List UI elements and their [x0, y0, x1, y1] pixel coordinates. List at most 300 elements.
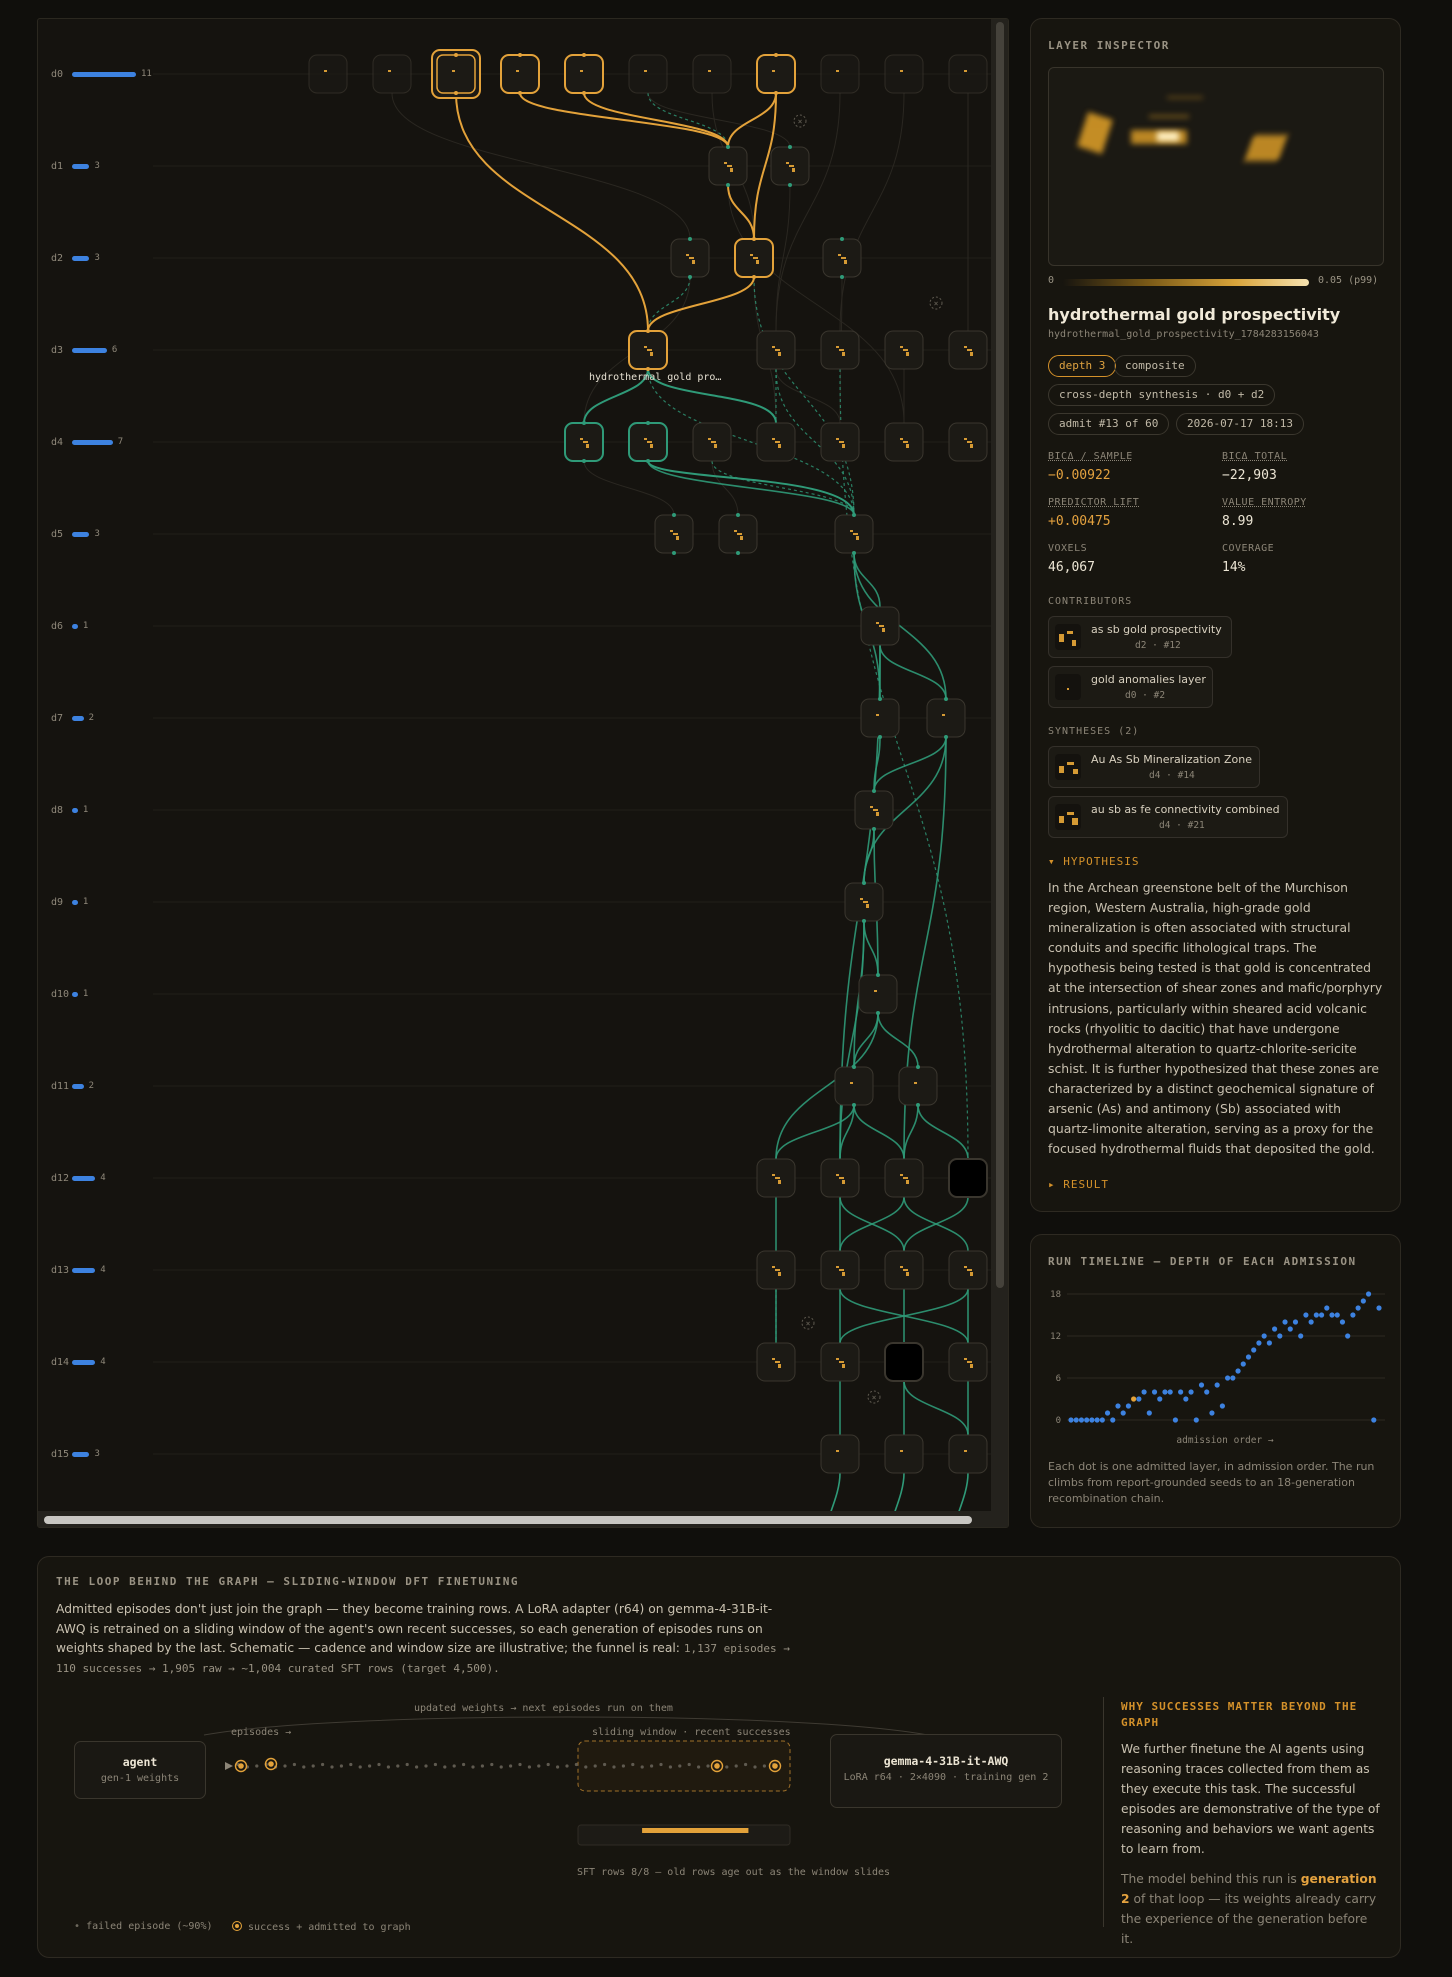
failed-episode-dot — [603, 1763, 606, 1766]
node-thumbnail-mark — [772, 1358, 775, 1360]
coverage-value: 14% — [1222, 560, 1246, 575]
graph-node-ancestor[interactable] — [432, 50, 480, 98]
node-thumbnail-mark — [670, 530, 673, 532]
contributor-title: gold anomalies layer — [1091, 673, 1206, 686]
timeline-point — [1110, 1417, 1115, 1422]
graph-node[interactable] — [861, 607, 899, 645]
timeline-point — [1168, 1389, 1173, 1394]
graph-node[interactable] — [885, 423, 923, 461]
node-port — [878, 697, 882, 701]
graph-node[interactable] — [885, 1343, 923, 1381]
node-thumbnail-mark — [970, 1272, 973, 1276]
voxels-label: VOXELS — [1048, 543, 1088, 554]
hypothesis-toggle[interactable]: ▾ HYPOTHESIS — [1048, 855, 1140, 868]
graph-node[interactable] — [757, 423, 795, 461]
bic-total-label: BICΔ TOTAL — [1222, 451, 1288, 462]
run-timeline-panel — [1030, 1234, 1401, 1528]
node-port — [944, 735, 948, 739]
failed-episode-dot — [500, 1765, 503, 1768]
graph-node[interactable] — [885, 55, 923, 93]
node-thumbnail-mark — [580, 70, 583, 72]
inspector-heading: LAYER INSPECTOR — [1048, 39, 1170, 52]
timeline-point — [1068, 1417, 1073, 1422]
timeline-point — [1345, 1333, 1350, 1338]
timeline-point — [1277, 1333, 1282, 1338]
depth-label: d7 — [51, 712, 64, 724]
graph-node[interactable] — [309, 55, 347, 93]
timeline-point — [1115, 1403, 1120, 1408]
node-thumbnail-mark — [734, 530, 737, 532]
node-port — [454, 53, 458, 57]
node-thumbnail-mark — [866, 904, 869, 908]
graph-node-synthesis[interactable] — [565, 421, 603, 463]
layer-graph-panel[interactable] — [37, 18, 1009, 1528]
node-thumbnail-mark — [714, 444, 717, 448]
success-dot-icon — [232, 1921, 242, 1931]
rejected-marker-icon — [930, 297, 942, 309]
scale-max-label: 0.05 (p99) — [1318, 275, 1379, 286]
timeline-point — [1089, 1417, 1094, 1422]
depth-count: 1 — [82, 621, 89, 631]
node-port — [646, 367, 650, 371]
node-frame — [927, 699, 965, 737]
graph-node[interactable] — [835, 513, 873, 555]
depth-row — [38, 1444, 100, 1464]
graph-node-ancestor[interactable] — [757, 53, 795, 95]
graph-edge-synthesis — [854, 1013, 878, 1067]
depth-count-bar — [72, 1452, 89, 1457]
depth-count: 3 — [94, 529, 100, 539]
agent-sub: gen-1 weights — [100, 1773, 180, 1784]
node-thumbnail-mark — [967, 441, 972, 443]
timeline-point — [1126, 1403, 1131, 1408]
node-frame — [501, 55, 539, 93]
depth-label: d9 — [51, 896, 64, 908]
synthesis-sub: d4 · #21 — [1159, 820, 1205, 831]
node-thumbnail-mark — [900, 346, 903, 348]
graph-edge-synthesis — [904, 1381, 968, 1435]
node-thumbnail-mark — [856, 536, 859, 540]
failed-episode-dot — [471, 1765, 474, 1768]
failed-episode-dot — [584, 1765, 587, 1768]
depth-count: 4 — [100, 1173, 106, 1183]
graph-node[interactable] — [845, 881, 883, 923]
loop-description-text: Admitted episodes don't just join the graph — they become training rows. A LoRA adapter (r64) on gemma-4-31B-it-AWQ is retrained on a sliding window of the agent's own recent successes, so each generation of episodes runs on weights shaped by the last. Schematic — cadence and window size are illustrative; the funnel is real: — [56, 1602, 773, 1656]
scale-min-label: 0 — [1048, 275, 1055, 286]
node-thumbnail-mark — [650, 352, 653, 356]
node-port — [852, 513, 856, 517]
depth-row — [38, 892, 88, 912]
node-thumbnail-mark — [841, 257, 846, 259]
layer-inspector-panel — [1030, 18, 1401, 1212]
node-thumbnail-mark — [324, 70, 327, 72]
node-port — [518, 91, 522, 95]
node-thumbnail-mark — [842, 1180, 845, 1184]
rejected-marker-icon — [802, 1317, 814, 1329]
success-episode-dot — [268, 1761, 274, 1767]
node-frame — [373, 55, 411, 93]
node-thumbnail-mark — [964, 438, 967, 440]
graph-node[interactable] — [949, 331, 987, 369]
synthesis-chip[interactable] — [1048, 746, 1260, 788]
node-frame — [821, 55, 859, 93]
graph-edge-synthesis — [776, 1105, 854, 1159]
node-thumbnail-mark — [772, 70, 775, 72]
graph-node[interactable] — [885, 1159, 923, 1197]
failed-dot-icon: • — [74, 1921, 81, 1932]
model-box — [830, 1734, 1062, 1808]
contributor-chip[interactable] — [1048, 666, 1213, 708]
node-thumbnail-mark — [876, 812, 879, 816]
node-thumbnail-mark — [775, 1269, 780, 1271]
failed-episode-dot — [518, 1763, 521, 1766]
graph-node[interactable] — [821, 1435, 859, 1473]
depth-count-bar — [72, 532, 89, 537]
layer-thumbnail — [1055, 674, 1081, 700]
node-port — [646, 459, 650, 463]
layer-graph-canvas[interactable] — [38, 19, 1009, 1528]
contributor-chip[interactable] — [1048, 616, 1232, 658]
timeline-point — [1314, 1312, 1319, 1317]
depth-label: d5 — [51, 528, 64, 540]
graph-node[interactable] — [821, 1251, 859, 1289]
graph-node[interactable] — [757, 1159, 795, 1197]
synthesis-sub: d4 · #14 — [1149, 770, 1195, 781]
graph-edge-faint — [776, 93, 840, 331]
node-thumbnail-mark — [775, 349, 780, 351]
bic-sample-label: BICΔ / SAMPLE — [1048, 451, 1133, 462]
node-thumbnail-mark — [850, 530, 853, 532]
graph-node[interactable] — [757, 331, 795, 369]
node-thumbnail-mark — [942, 714, 945, 716]
timeline-tick-label: 18 — [1050, 1290, 1061, 1300]
node-port — [944, 697, 948, 701]
node-thumbnail-mark — [970, 444, 973, 448]
failed-episode-dot — [312, 1764, 315, 1767]
failed-episode-dot — [547, 1763, 550, 1766]
node-thumbnail-mark — [836, 1174, 839, 1176]
graph-node[interactable] — [899, 1065, 937, 1107]
node-port — [582, 459, 586, 463]
node-thumbnail-mark — [874, 990, 877, 992]
graph-node-ancestor[interactable] — [501, 53, 539, 95]
graph-edge-dashed — [712, 461, 854, 515]
graph-node[interactable] — [949, 1435, 987, 1473]
agent-title: agent — [122, 1755, 158, 1769]
failed-episode-dot — [594, 1764, 597, 1767]
graph-edge-synthesis — [880, 645, 946, 699]
graph-node[interactable] — [821, 55, 859, 93]
graph-node[interactable] — [629, 55, 667, 93]
failed-episode-dot — [688, 1763, 691, 1766]
node-port — [852, 551, 856, 555]
node-thumbnail-mark — [583, 441, 588, 443]
depth-label: d0 — [51, 68, 64, 80]
timeline-point — [1100, 1417, 1105, 1422]
node-port — [688, 275, 692, 279]
timeline-tick-label: 12 — [1050, 1332, 1061, 1342]
node-port — [788, 145, 792, 149]
rejected-cross: × — [805, 1319, 811, 1328]
failed-episode-dot — [349, 1763, 352, 1766]
node-thumbnail-mark — [750, 254, 753, 256]
why-foot-text: The model behind this run is — [1121, 1872, 1301, 1886]
depth-count-bar — [72, 348, 107, 353]
graph-node[interactable] — [693, 423, 731, 461]
timeline-point — [1329, 1312, 1334, 1317]
failed-episode-dot — [340, 1764, 343, 1767]
failed-episode-dot — [481, 1764, 484, 1767]
graph-node[interactable] — [821, 331, 859, 369]
rejected-cross: × — [871, 1393, 877, 1402]
failed-episode-dot — [434, 1763, 437, 1766]
rejected-cross: × — [797, 117, 803, 126]
node-thumbnail-mark — [964, 346, 967, 348]
node-frame — [309, 55, 347, 93]
node-thumbnail-mark — [839, 1361, 844, 1363]
why-body: We further finetune the AI agents using reasoning traces collected from them as they execute this task. The successful episodes are demonstrative of the type of reasoning and behaviors we want agents to learn from. — [1121, 1742, 1380, 1856]
depth-pill: depth 3 — [1048, 355, 1116, 377]
node-frame — [885, 55, 923, 93]
depth-count-bar — [72, 1176, 95, 1181]
funnel-text: 1,137 episodes → 110 successes → 1,905 raw → ~1,004 curated SFT rows (target 4,500). — [56, 1642, 790, 1675]
generation-highlight: generation 2 — [1121, 1872, 1377, 1906]
graph-node[interactable] — [859, 973, 897, 1015]
bic-total-value: −22,903 — [1222, 468, 1277, 483]
failed-episode-dot — [424, 1764, 427, 1767]
synthesis-title: Au As Sb Mineralization Zone — [1091, 753, 1252, 766]
loop-heading: THE LOOP BEHIND THE GRAPH — SLIDING-WINDOW DFT FINETUNING — [56, 1575, 519, 1588]
failed-episode-dot — [678, 1764, 681, 1767]
node-port — [688, 237, 692, 241]
failed-episode-dot — [669, 1765, 672, 1768]
timeline-point — [1173, 1417, 1178, 1422]
graph-node[interactable] — [771, 145, 809, 187]
node-port — [454, 91, 458, 95]
graph-node[interactable] — [709, 145, 747, 187]
depth-label: d6 — [51, 620, 64, 632]
why-successes-panel — [1103, 1697, 1383, 1946]
failed-episode-dot — [330, 1765, 333, 1768]
graph-node-ancestor[interactable] — [735, 237, 773, 279]
node-thumbnail-mark — [772, 346, 775, 348]
node-thumbnail-mark — [775, 1177, 780, 1179]
depth-count-bar — [72, 1084, 84, 1089]
predictor-lift-label: PREDICTOR LIFT — [1048, 497, 1140, 508]
node-thumbnail-mark — [839, 441, 844, 443]
node-thumbnail-mark — [786, 162, 789, 164]
synthesis-chip[interactable] — [1048, 796, 1288, 838]
node-thumbnail-mark — [863, 901, 868, 903]
graph-node[interactable] — [885, 1435, 923, 1473]
node-frame — [835, 1067, 873, 1105]
depth-count: 1 — [82, 805, 89, 815]
graph-node[interactable] — [949, 423, 987, 461]
graph-node[interactable] — [861, 697, 899, 739]
node-port — [876, 1011, 880, 1015]
graph-node-ancestor[interactable] — [629, 329, 667, 371]
timeline-point — [1282, 1319, 1287, 1324]
node-thumbnail-mark — [778, 444, 781, 448]
graph-edge-synthesis — [854, 1105, 904, 1159]
failed-episode-dot — [387, 1765, 390, 1768]
timeline-point — [1220, 1403, 1225, 1408]
node-port — [646, 421, 650, 425]
node-thumbnail-mark — [860, 898, 863, 900]
graph-node[interactable] — [655, 513, 693, 555]
node-port — [774, 53, 778, 57]
node-port — [788, 183, 792, 187]
node-thumbnail-mark — [882, 628, 885, 632]
graph-node[interactable] — [885, 1251, 923, 1289]
failed-episode-dot — [368, 1764, 371, 1767]
synthesis-title: au sb as fe connectivity combined — [1091, 803, 1280, 816]
vertical-scrollbar-thumb[interactable] — [996, 22, 1004, 1288]
node-port — [840, 275, 844, 279]
failed-episode-dot — [565, 1764, 568, 1767]
node-frame — [859, 975, 897, 1013]
node-frame — [949, 1435, 987, 1473]
node-thumbnail-mark — [914, 1082, 917, 1084]
graph-node[interactable] — [949, 1159, 987, 1197]
failed-episode-dot — [443, 1765, 446, 1768]
graph-node[interactable] — [693, 55, 731, 93]
horizontal-scrollbar-thumb[interactable] — [44, 1516, 972, 1524]
graph-node[interactable] — [949, 1251, 987, 1289]
node-thumbnail-mark — [778, 352, 781, 356]
graph-node[interactable] — [757, 1343, 795, 1381]
graph-node[interactable] — [855, 789, 893, 831]
node-frame — [949, 55, 987, 93]
node-thumbnail-mark — [964, 70, 967, 72]
timeline-caption: Each dot is one admitted layer, in admission order. The run climbs from report-grounded seeds to an 18-generation recombination chain. — [1048, 1460, 1375, 1505]
node-port — [736, 551, 740, 555]
depth-row — [38, 1260, 106, 1280]
depth-label: d14 — [51, 1356, 70, 1368]
layer-thumbnail — [1055, 804, 1081, 830]
depth-row — [38, 432, 123, 452]
timeline-point — [1340, 1319, 1345, 1324]
node-thumbnail-mark — [708, 438, 711, 440]
depth-count-bar — [72, 164, 89, 169]
failed-episode-dot — [556, 1765, 559, 1768]
depth-row — [38, 64, 152, 84]
node-port — [840, 237, 844, 241]
graph-node[interactable] — [823, 237, 861, 279]
graph-node[interactable] — [835, 1065, 873, 1107]
success-episode-dot — [714, 1763, 720, 1769]
node-thumbnail-mark — [844, 260, 847, 264]
depth-count: 3 — [94, 1449, 100, 1459]
failed-episode-dot — [415, 1765, 418, 1768]
node-thumbnail-mark — [792, 168, 795, 172]
graph-node[interactable] — [373, 55, 411, 93]
sliding-window-label: sliding window · recent successes — [592, 1727, 791, 1738]
graph-node-synthesis[interactable] — [629, 421, 667, 463]
node-thumbnail-mark — [900, 1174, 903, 1176]
timeline-point — [1225, 1375, 1230, 1380]
failed-episode-dot — [509, 1764, 512, 1767]
node-thumbnail-mark — [970, 352, 973, 356]
node-thumbnail-mark — [839, 1177, 844, 1179]
graph-edge-faint — [712, 461, 738, 515]
rejected-marker-icon — [868, 1391, 880, 1403]
graph-edge-ancestry — [520, 93, 728, 147]
graph-node[interactable] — [757, 1251, 795, 1289]
node-port — [916, 1065, 920, 1069]
depth-row — [38, 708, 94, 728]
node-thumbnail-mark — [775, 1361, 780, 1363]
graph-node[interactable] — [821, 1159, 859, 1197]
node-thumbnail-mark — [711, 441, 716, 443]
node-port — [726, 145, 730, 149]
node-port — [752, 275, 756, 279]
depth-row — [38, 156, 100, 176]
depth-label: d12 — [51, 1172, 70, 1184]
node-thumbnail-mark — [900, 1450, 903, 1452]
result-toggle[interactable]: ▸ RESULT — [1048, 1178, 1109, 1191]
hypothesis-text: In the Archean greenstone belt of the Murchison region, Western Australia, high-grade gold mineralization is often associated with structural conduits and specific lithological traps. The hypothesis being tested is that gold is concentrated at the intersection of shear zones and mafic/porphyry intrusions, particularly within sheared acid volcanic rocks (rhyolitic to dacitic) that have undergone hydrothermal alteration to quartz-chlorite-sericite schist. It is further hypothesized that these zones are characterized by a distinct geochemical signature of arsenic (As) and antimony (Sb) associated with quartz-limonite alteration, serving as a proxy for the focused hydrothermal fluids that deposited the gold. — [1048, 880, 1383, 1157]
node-port — [862, 881, 866, 885]
selected-node-caption: hydrothermal gold pro… — [589, 372, 722, 383]
legend-failed — [74, 1921, 213, 1932]
graph-edge-faint — [840, 93, 904, 331]
graph-node[interactable] — [719, 513, 757, 555]
color-scale — [1048, 275, 1384, 289]
timeline-point — [1376, 1305, 1381, 1310]
graph-node[interactable] — [949, 1343, 987, 1381]
node-thumbnail-mark — [689, 257, 694, 259]
node-thumbnail-mark — [873, 809, 878, 811]
timeline-point — [1309, 1319, 1314, 1324]
graph-node[interactable] — [927, 697, 965, 739]
node-thumbnail-mark — [452, 70, 455, 72]
graph-edge-dashed — [840, 369, 968, 1159]
node-thumbnail-mark — [772, 1174, 775, 1176]
node-thumbnail-mark — [778, 1180, 781, 1184]
graph-edge-ancestry — [584, 93, 728, 147]
depth-count-bar — [72, 1268, 95, 1273]
node-thumbnail-mark — [900, 438, 903, 440]
depth-count: 2 — [88, 713, 95, 723]
timeline-point — [1121, 1410, 1126, 1415]
graph-node[interactable] — [885, 331, 923, 369]
graph-node[interactable] — [821, 423, 859, 461]
graph-node[interactable] — [671, 237, 709, 279]
depth-label: d13 — [51, 1264, 70, 1276]
timeline-point — [1152, 1389, 1157, 1394]
timeline-point — [1136, 1396, 1141, 1401]
graph-edge-faint — [776, 369, 840, 423]
timeline-point — [1262, 1333, 1267, 1338]
failed-episode-dot — [321, 1763, 324, 1766]
failed-episode-dot — [706, 1764, 709, 1767]
graph-node-ancestor[interactable] — [565, 53, 603, 95]
node-port — [872, 827, 876, 831]
failed-episode-dot — [302, 1765, 305, 1768]
depth-count: 3 — [94, 253, 100, 263]
node-thumbnail-mark — [903, 441, 908, 443]
timeline-point — [1141, 1389, 1146, 1394]
graph-node[interactable] — [821, 1343, 859, 1381]
node-thumbnail-mark — [879, 625, 884, 627]
graph-node[interactable] — [949, 55, 987, 93]
node-thumbnail-mark — [836, 1358, 839, 1360]
node-thumbnail-mark — [756, 260, 759, 264]
node-thumbnail-mark — [850, 1082, 853, 1084]
success-episode-dot — [238, 1763, 244, 1769]
node-frame — [629, 55, 667, 93]
